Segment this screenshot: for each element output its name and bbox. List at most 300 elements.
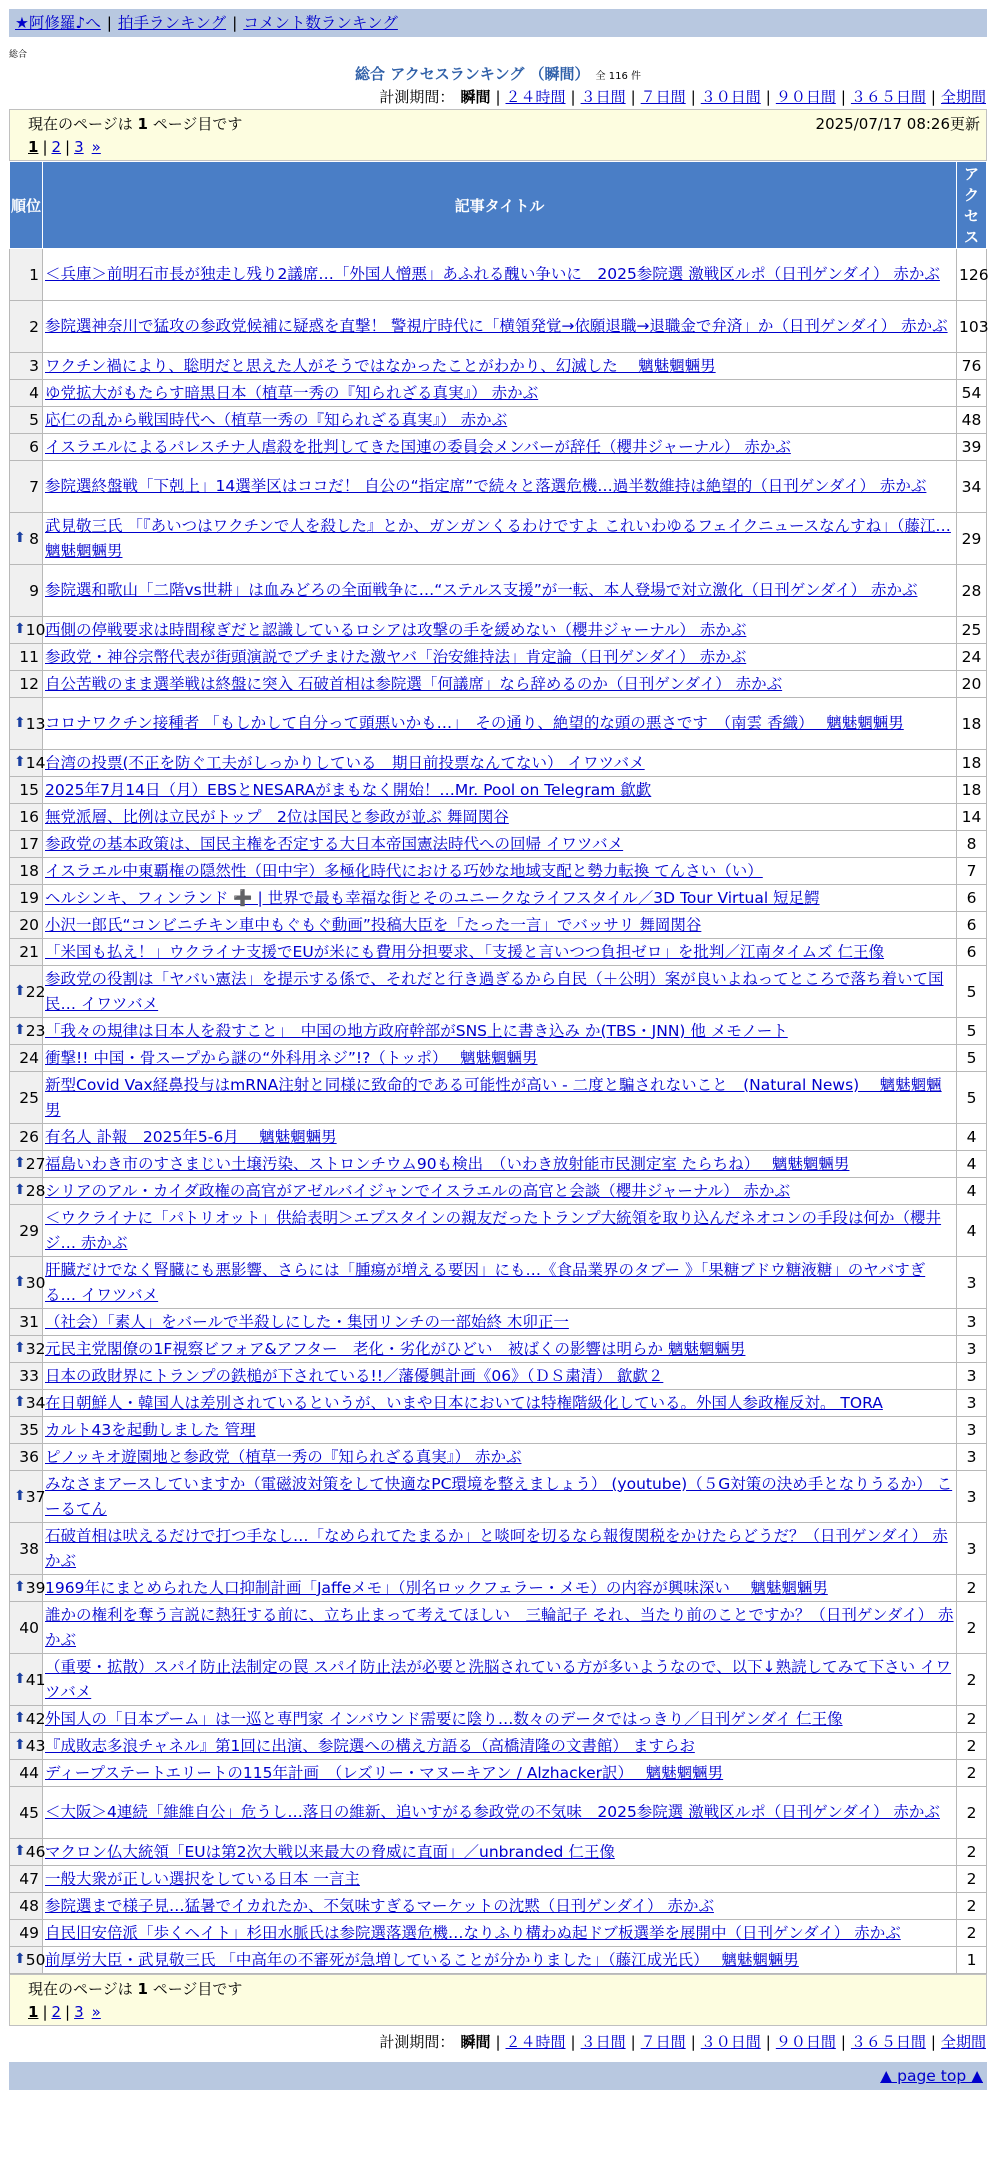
page-link[interactable]: 2 [51,2003,62,2021]
period-option[interactable]: ９０日間 [775,88,836,106]
article-link[interactable]: 自民旧安倍派「歩くヘイト」杉田水脈氏は参院選落選危機…なりふり構わぬ起ドブ板選挙を展開中（日刊ゲンダイ） 赤かぶ [45,1923,901,1942]
period-option[interactable]: ３０日間 [700,2033,761,2051]
article-link[interactable]: カルト43を起動しました 管理 [45,1420,256,1439]
rank-cell [10,644,43,671]
article-link[interactable]: 応仁の乱から戦国時代へ（植草一秀の『知られざる真実』） 赤かぶ [45,410,508,429]
rank-cell [10,1151,46,1178]
rank-number: 1 [29,265,39,284]
title-cell [43,750,957,777]
rank-cell [10,1733,46,1760]
article-link[interactable]: （重要・拡散）スパイ防止法制定の罠 スパイ防止法が必要と洗脳されている方が多いようなので、以下↓熟読してみて下さい イワツバメ [45,1657,952,1701]
period-separator: | [495,2033,501,2051]
title-cell [43,885,957,912]
article-link[interactable]: シリアのアル・カイダ政権の高官がアゼルバイジャンでイスラエルの高官と会談（櫻井ジャーナル） 赤かぶ [45,1181,791,1200]
title-cell [43,858,957,885]
rank-cell [10,1018,46,1045]
title-cell [43,1257,957,1309]
rank-up-arrow-icon: ⬆ [14,1155,26,1171]
rank-number: 28 [25,1182,46,1200]
access-count: 5 [957,1045,987,1072]
article-link[interactable]: 石破首相は吠えるだけで打つ手なし…「なめられてたまるか」と啖呵を切るなら報復関税をかけたらどうだ？（日刊ゲンダイ） 赤かぶ [45,1526,948,1570]
rank-number: 17 [19,835,39,853]
table-row [10,1947,987,1974]
article-link[interactable]: 日本の政財界にトランプの鉄槌が下されている!!／藩優興計画《06》（ＤＳ粛清） 歙歔２ [45,1366,664,1385]
article-link[interactable]: みなさまアースしていますか（電磁波対策をして快適なPC環境を整えましょう） (youtube)（５G対策の決め手となりうるか） こーるてん [45,1474,953,1518]
title-cell [43,353,957,380]
article-link[interactable]: 参政党の役割は「ヤバい憲法」を提示する係で、それだと行き過ぎるから自民（＋公明）案が良いよねってところで落ち着いて国民… イワツバメ [45,969,944,1013]
period-option[interactable]: ３０日間 [700,88,761,106]
rank-number: 27 [25,1155,46,1173]
rank-up-arrow-icon: ⬆ [14,529,26,546]
rank-cell [10,912,43,939]
nav-separator: | [106,14,113,32]
period-separator: | [690,88,696,106]
article-link[interactable]: 西側の停戦要求は時間稼ぎだと認識しているロシアは攻撃の手を緩めない（櫻井ジャーナル） 赤かぶ [45,620,747,639]
period-option: 瞬間 [460,2033,491,2051]
rank-number: 25 [19,1088,39,1107]
article-link[interactable]: ピノッキオ遊園地と参政党（植草一秀の『知られざる真実』） 赤かぶ [45,1447,522,1466]
rank-up-arrow-icon: ⬆ [14,1710,26,1726]
title-cell [43,671,957,698]
period-separator: | [690,2033,696,2051]
period-separator: | [930,88,936,106]
access-count: 29 [957,513,987,565]
table-row [10,1706,987,1733]
period-option: 瞬間 [460,88,491,106]
rank-cell [10,1124,43,1151]
rank-cell [10,1390,46,1417]
table-row [10,565,987,617]
rank-up-arrow-icon: ⬆ [14,1737,26,1753]
access-count: 3 [957,1363,987,1390]
period-separator: | [840,2033,846,2051]
table-row [10,1257,987,1309]
table-row [10,249,987,301]
access-count: 4 [957,1124,987,1151]
rank-cell [10,1839,46,1866]
access-count: 20 [957,671,987,698]
rank-number: 8 [29,529,39,548]
article-link[interactable]: イスラエル中東覇権の隠然性（田中宇）多極化時代における巧妙な地域支配と勢力転換 てんさい（い） [45,861,763,880]
title-cell [43,939,957,966]
rank-cell [10,858,43,885]
pager-separator: | [42,138,48,156]
article-link[interactable]: 参院選和歌山「二階vs世耕」は血みどろの全面戦争に…“ステルス支援”が一転、本人登場で対立激化（日刊ゲンダイ） 赤かぶ [45,581,918,599]
access-count: 3 [957,1257,987,1309]
table-row [10,858,987,885]
period-option[interactable]: ３６５日間 [850,2033,926,2051]
article-link[interactable]: 「米国も払え！」ウクライナ支援でEUが米にも費用分担要求、「支援と言いつつ負担ゼロ」を批判／江南タイムズ 仁王像 [45,942,885,961]
article-link[interactable]: 在日朝鮮人・韓国人は差別されているというが、いまや日本においては特権階級化している。外国人参政権反対。 TORA [45,1393,883,1412]
article-link[interactable]: 前厚労大臣・武見敬三氏 「中高年の不審死が急増していることが分かりました」（藤江成光氏） 魑魅魍魎男 [45,1950,799,1969]
article-link[interactable]: 参政党の基本政策は、国民主権を否定する大日本帝国憲法時代への回帰 イワツバメ [45,834,624,853]
access-count: 126 [957,249,987,301]
table-row [10,1363,987,1390]
rank-cell [10,1866,43,1893]
access-count: 3 [957,1417,987,1444]
article-link[interactable]: 参政党・神谷宗幣代表が街頭演説でブチまけた激ヤバ「治安維持法」肯定論（日刊ゲンダイ） 赤かぶ [45,647,747,666]
table-row [10,1733,987,1760]
article-link[interactable]: 参院選まで様子見…猛暑でイカれたか、不気味すぎるマーケットの沈黙（日刊ゲンダイ） 赤かぶ [45,1896,714,1915]
access-count: 5 [957,1072,987,1124]
table-row [10,644,987,671]
title-cell [43,1920,957,1947]
rank-number: 11 [19,648,39,666]
rank-number: 43 [25,1737,46,1755]
rank-cell [10,1654,46,1706]
table-row [10,939,987,966]
table-row [10,698,987,750]
access-count: 48 [957,407,987,434]
table-row [10,966,987,1018]
rank-cell [10,1602,43,1654]
rank-cell [10,939,43,966]
rank-cell [10,1575,46,1602]
article-link[interactable]: 小沢一郎氏“コンビニチキン車中もぐもぐ動画”投稿大臣を「たった一言」でバッサリ 舞岡関谷 [45,915,702,934]
rank-up-arrow-icon: ⬆ [14,1487,26,1504]
table-row [10,831,987,858]
rank-cell [10,885,43,912]
access-count: 2 [957,1706,987,1733]
access-count: 3 [957,1523,987,1575]
table-row [10,1920,987,1947]
rank-cell [10,353,43,380]
rank-number: 38 [19,1539,39,1558]
access-count: 18 [957,698,987,750]
article-link[interactable]: コロナワクチン接種者 「もしかして自分って頭悪いかも…」 その通り、絶望的な頭の悪さです （南雲 香織） 魑魅魍魎男 [45,714,904,732]
table-row [10,1151,987,1178]
table-row [10,1760,987,1787]
rank-cell [10,777,43,804]
article-link[interactable]: 「我々の規律は日本人を殺すこと」 中国の地方政府幹部がSNS上に書き込み か(TBS・JNN) 他 メモノート [45,1021,788,1040]
article-link[interactable]: ＜大阪＞4連続「維維自公」危うし…落日の維新、追いすがる参政党の不気味 2025参院選 激戦区ルポ（日刊ゲンダイ） 赤かぶ [45,1803,940,1821]
article-link[interactable]: イスラエルによるパレスチナ人虐殺を批判してきた国連の委員会メンバーが辞任（櫻井ジャーナル） 赤かぶ [45,437,791,456]
rank-number: 21 [19,943,39,961]
rank-number: 30 [25,1273,46,1292]
article-link[interactable]: 一般大衆が正しい選択をしている日本 一言主 [45,1869,360,1888]
title-cell [43,777,957,804]
rank-cell [10,1363,43,1390]
rank-up-arrow-icon: ⬆ [14,1022,26,1038]
rank-cell [10,1444,43,1471]
pagination-box [9,109,987,161]
access-count: 103 [957,301,987,353]
article-link[interactable]: 誰かの権利を奪う言説に熱狂する前に、立ち止まって考えてほしい 三輪記子 それ、当たり前のことですか？（日刊ゲンダイ） 赤かぶ [45,1605,954,1649]
rank-number: 39 [25,1579,46,1597]
table-row [10,1124,987,1151]
access-count: 4 [957,1205,987,1257]
access-count: 2 [957,1760,987,1787]
access-count: 25 [957,617,987,644]
article-link[interactable]: 2025年7月14日（月）EBSとNESARAがまもなく開始！…Mr. Pool on Telegram 歙歔 [45,780,652,799]
page-link[interactable]: 2 [51,138,62,156]
table-row [10,617,987,644]
rank-number: 45 [19,1803,39,1822]
article-link[interactable]: 肝臓だけでなく腎臓にも悪影響、さらには「腫瘍が増える要因」にも…《食品業界のタブー 》「果糖ブドウ糖液糖」のヤバすぎる… イワツバメ [45,1260,926,1304]
article-link[interactable]: マクロン仏大統領「EUは第2次大戦以来最大の脅威に直面」／unbranded 仁王像 [45,1842,615,1861]
rank-number: 44 [19,1764,39,1782]
access-count: 7 [957,858,987,885]
next-page-link[interactable]: » [91,138,101,156]
breadcrumb: 総合 [9,50,28,60]
title-cell [43,1893,957,1920]
period-separator: | [495,88,501,106]
rank-number: 5 [29,411,39,429]
rank-cell [10,804,43,831]
period-separator: | [765,2033,771,2051]
period-separator: | [630,2033,636,2051]
rank-cell [10,1257,46,1309]
article-link[interactable]: 外国人の「日本ブーム」は一巡と専門家 インバウンド需要に陰り…数々のデータではっきり／日刊ゲンダイ 仁王像 [45,1709,843,1728]
rank-number: 37 [25,1487,46,1506]
table-row [10,1575,987,1602]
title-cell [43,1045,957,1072]
rank-number: 22 [25,982,46,1001]
rank-number: 42 [25,1710,46,1728]
page-link[interactable]: 3 [74,138,84,156]
period-separator: | [840,88,846,106]
rank-number: 46 [25,1843,46,1861]
title-cell [43,407,957,434]
article-link[interactable]: 無党派層、比例は立民がトップ 2位は国民と参政が並ぶ 舞岡関谷 [45,807,509,826]
rank-cell [10,1471,46,1523]
period-option[interactable]: ７日間 [640,2033,686,2051]
access-count: 2 [957,1893,987,1920]
article-link[interactable]: 1969年にまとめられた人口抑制計画「Jaffeメモ」（別名ロックフェラー・メモ）の内容が興味深い 魑魅魍魎男 [45,1578,828,1597]
rank-cell [10,1072,43,1124]
page-status: 現在のページは 1 ページ目です [28,1980,243,1998]
access-count: 6 [957,939,987,966]
access-count: 3 [957,1309,987,1336]
table-row [10,671,987,698]
table-row [10,885,987,912]
access-count: 14 [957,804,987,831]
rank-cell [10,1309,43,1336]
page-top-link[interactable]: ▲ page top ▲ [880,2067,983,2085]
article-link[interactable]: 武見敬三氏 「『あいつはワクチンで人を殺した』とか、ガンガンくるわけですよ これいわゆるフェイクニュースなんすね」（藤江… 魑魅魍魎男 [45,516,951,560]
title-cell [43,1839,957,1866]
period-separator: | [765,88,771,106]
access-count: 2 [957,1733,987,1760]
table-row [10,1205,987,1257]
pagination-box-bottom [9,1974,987,2026]
title-cell [43,831,957,858]
rank-number: 35 [19,1421,39,1439]
article-link[interactable]: ワクチン禍により、聡明だと思えた人がそうではなかったことがわかり、幻滅した 魑魅魍魎男 [45,356,716,375]
title-cell [43,1205,957,1257]
article-link[interactable]: 福島いわき市のすさまじい土壌汚染、ストロンチウム90も検出 （いわき放射能市民測定室 たらちね） 魑魅魍魎男 [45,1154,850,1173]
updated-time: 2025/07/17 08:26更新 [815,115,980,133]
article-link[interactable]: 参院選終盤戦「下剋上」14選挙区はココだ！ 自公の“指定席”で続々と落選危機…過半数維持は絶望的（日刊ゲンダイ） 赤かぶ [45,477,927,495]
pager [28,2001,980,2023]
nav-comment-ranking-link[interactable]: コメント数ランキング [243,14,398,32]
next-page-link[interactable]: » [91,2003,101,2021]
table-row [10,1471,987,1523]
page-link[interactable]: 3 [74,2003,84,2021]
access-count: 2 [957,1602,987,1654]
access-count: 5 [957,1018,987,1045]
title-cell [43,1787,957,1839]
article-link[interactable]: 参院選神奈川で猛攻の参政党候補に疑惑を直撃！ 警視庁時代に「横領発覚→依願退職→退職金で弁済」か（日刊ゲンダイ） 赤かぶ [45,317,948,335]
title-cell [43,1654,957,1706]
title-cell [43,1866,957,1893]
access-count: 39 [957,434,987,461]
title-cell [43,698,957,750]
access-count: 54 [957,380,987,407]
period-label: 計測期間： [379,88,455,106]
rank-number: 4 [29,384,39,402]
table-row [10,1523,987,1575]
pager [28,136,980,158]
article-link[interactable]: 台湾の投票(不正を防ぐ工夫がしっかりしている 期日前投票なんてない） イワツバメ [45,753,645,772]
rank-number: 7 [29,477,39,496]
access-count: 2 [957,1839,987,1866]
period-option[interactable]: 全期間 [940,2033,986,2051]
period-selector-bottom [0,2030,996,2054]
rank-number: 14 [25,754,46,772]
title-cell [43,1417,957,1444]
title-cell [43,1309,957,1336]
access-count: 76 [957,353,987,380]
access-count: 3 [957,1390,987,1417]
article-link[interactable]: 有名人 訃報 2025年5-6月 魑魅魍魎男 [45,1127,337,1146]
rank-cell [10,1045,43,1072]
article-link[interactable]: 新型Covid Vax経鼻投与はmRNA注射と同様に致命的である可能性が高い - 二度と騙されないこと (Natural News) 魑魅魍魎男 [45,1075,942,1119]
rank-cell [10,1893,43,1920]
rank-number: 47 [19,1870,39,1888]
article-link[interactable]: 元民主党閣僚の1F視察ビフォア&アフター 老化・劣化がひどい 被ばくの影響は明らか 魑魅魍魎男 [45,1339,746,1358]
rank-cell [10,1920,43,1947]
title-cell [43,1760,957,1787]
table-row [10,513,987,565]
article-link[interactable]: ゆ党拡大がもたらす暗黒日本（植草一秀の『知られざる真実』） 赤かぶ [45,383,539,402]
title-cell [43,644,957,671]
rank-cell [10,698,46,750]
rank-up-arrow-icon: ⬆ [14,714,26,731]
rank-cell [10,301,43,353]
rank-cell [10,1787,43,1839]
period-option[interactable]: ２４時間 [505,2033,566,2051]
top-nav-bar [9,9,987,37]
rank-cell [10,1947,46,1974]
article-link[interactable]: ディープステートエリートの115年計画 （レズリー・マヌーキアン / Alzhacker訳） 魑魅魍魎男 [45,1763,724,1782]
title-cell [43,1706,957,1733]
rank-cell [10,380,43,407]
pager-separator: | [42,2003,48,2021]
period-option[interactable]: ３日間 [580,2033,626,2051]
rank-number: 9 [29,581,39,600]
col-access-header: アクセス [957,162,987,249]
rank-number: 3 [29,357,39,375]
rank-number: 12 [19,675,39,693]
nav-clap-ranking-link[interactable]: 拍手ランキング [118,14,227,32]
period-label: 計測期間： [379,2033,455,2051]
page-title [0,63,996,85]
table-row [10,912,987,939]
access-count: 3 [957,1444,987,1471]
rank-number: 10 [25,621,46,639]
period-option[interactable]: ９０日間 [775,2033,836,2051]
article-link[interactable]: ＜ウクライナに「パトリオット」供給表明＞エプスタインの親友だったトランプ大統領を取り込んだネオコンの手段は何か（櫻井ジ… 赤かぶ [45,1208,942,1252]
title-cell [43,1072,957,1124]
title-cell [43,434,957,461]
rank-cell [10,249,43,301]
period-separator: | [570,88,576,106]
rank-number: 19 [19,889,39,907]
rank-number: 15 [19,781,39,799]
rank-number: 13 [25,714,46,733]
period-option[interactable]: ２４時間 [505,88,566,106]
access-count: 6 [957,885,987,912]
title-cell [43,1178,957,1205]
access-count: 8 [957,831,987,858]
rank-number: 29 [19,1221,39,1240]
title-cell [43,966,957,1018]
total-count: 全 116 件 [595,71,641,82]
table-row [10,1444,987,1471]
table-row [10,1866,987,1893]
period-option[interactable]: ３６５日間 [850,88,926,106]
article-link[interactable]: ヘルシンキ、フィンランド ➕ | 世界で最も幸福な街とそのユニークなライフスタイル／3D Tour Virtual 短足鰐 [45,888,820,907]
period-option[interactable]: 全期間 [940,88,986,106]
rank-number: 6 [29,438,39,456]
article-link[interactable]: 『成敗志多浪チャネル』第1回に出演、参院選への構え方語る（高橋清隆の文書館） ますらお [45,1736,695,1755]
rank-up-arrow-icon: ⬆ [14,1579,26,1595]
title-cell [43,1363,957,1390]
pager-separator: | [65,138,71,156]
period-option[interactable]: ３日間 [580,88,626,106]
period-option[interactable]: ７日間 [640,88,686,106]
access-count: 2 [957,1575,987,1602]
title-cell [43,565,957,617]
table-row [10,1893,987,1920]
rank-up-arrow-icon: ⬆ [14,1182,26,1198]
access-count: 34 [957,461,987,513]
title-cell [43,1471,957,1523]
title-cell [43,1336,957,1363]
access-count: 18 [957,750,987,777]
rank-number: 33 [19,1367,39,1385]
article-link[interactable]: （社会）「素人」をバールで半殺しにした・集団リンチの一部始終 木卯正一 [45,1312,569,1331]
rank-cell [10,617,46,644]
rank-up-arrow-icon: ⬆ [14,1273,26,1290]
title-cell [43,1947,957,1974]
rank-cell [10,434,43,461]
article-link[interactable]: 衝撃!! 中国・骨スープから謎の“外科用ネジ”!?（トッポ） 魑魅魍魎男 [45,1048,538,1067]
access-count: 18 [957,777,987,804]
article-link[interactable]: 自公苦戦のまま選挙戦は終盤に突入 石破首相は参院選「何議席」なら辞めるのか（日刊ゲンダイ） 赤かぶ [45,674,783,693]
rank-number: 23 [25,1022,46,1040]
col-title-header: 記事タイトル [43,162,957,249]
article-link[interactable]: ＜兵庫＞前明石市長が独走し残り2議席…「外国人憎悪」あふれる醜い争いに 2025参院選 激戦区ルポ（日刊ゲンダイ） 赤かぶ [45,265,940,283]
table-row [10,1309,987,1336]
table-row [10,1072,987,1124]
nav-asyura-link[interactable]: ★阿修羅♪へ [15,14,101,32]
table-row [10,1390,987,1417]
table-row [10,353,987,380]
pager-separator: | [65,2003,71,2021]
rank-up-arrow-icon: ⬆ [14,982,26,999]
access-count: 2 [957,1654,987,1706]
table-row [10,1787,987,1839]
table-row [10,1654,987,1706]
title-cell [43,804,957,831]
title-cell [43,1018,957,1045]
rank-cell [10,1205,43,1257]
title-cell [43,1602,957,1654]
title-cell [43,461,957,513]
rank-number: 2 [29,317,39,336]
